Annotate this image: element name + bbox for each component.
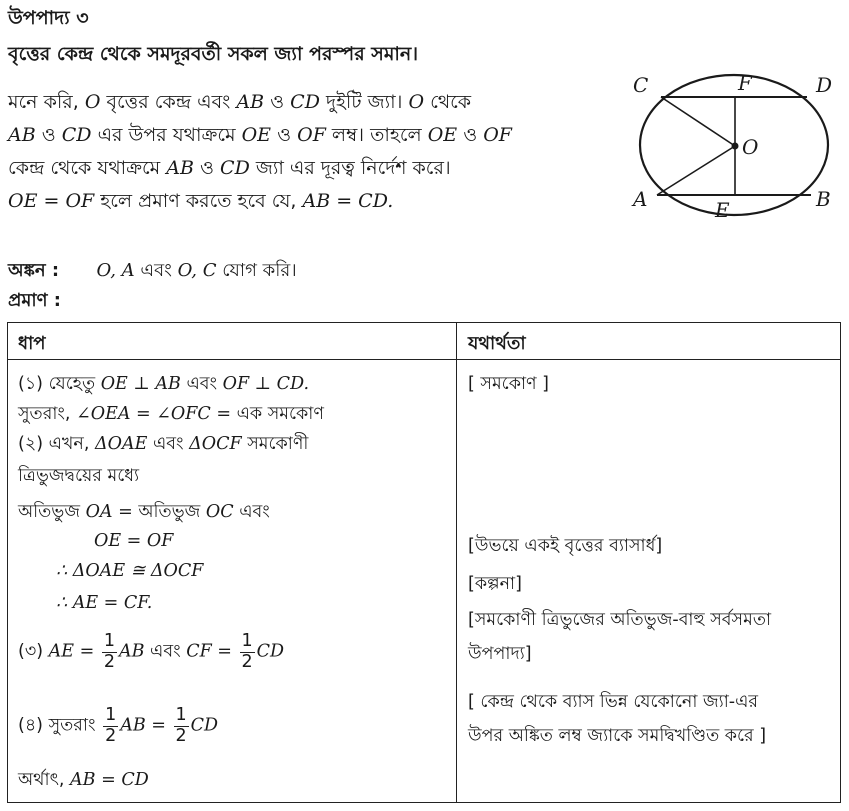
text: এবং	[134, 260, 178, 281]
text: অর্থাৎ,	[18, 770, 71, 790]
step-1a	[18, 371, 309, 400]
text: মনে করি,	[8, 91, 85, 113]
step-2d: OE = OF	[94, 531, 174, 551]
math: OE ⊥ AB	[100, 374, 181, 394]
text: ও	[264, 91, 291, 113]
text: ও	[35, 124, 62, 146]
text: দুইটি জ্যা।	[319, 91, 409, 113]
math: AB	[236, 91, 265, 113]
text: ও	[193, 157, 221, 179]
radius-oa	[657, 146, 735, 195]
text: (৩)	[18, 641, 49, 662]
reason-2: [উভয়ে একই বৃত্তের ব্যাসার্ধ]	[468, 536, 663, 556]
text: বৃত্তের কেন্দ্র এবং	[100, 91, 237, 113]
steps-column-header: ধাপ	[18, 333, 46, 354]
math: CD	[190, 715, 219, 736]
math: O	[84, 91, 101, 113]
step-2f: ∴ AE = CF.	[56, 593, 153, 613]
step-3	[18, 633, 284, 671]
numerator: 1	[105, 705, 117, 725]
text: জ্যা এর দূরত্ব নির্দেশ করে।	[249, 157, 451, 179]
description-line-1	[8, 86, 598, 119]
math: OF	[297, 124, 326, 146]
column-divider	[456, 323, 457, 802]
label-f: F	[738, 71, 752, 95]
math: ΔOCF	[189, 434, 242, 454]
text: থেকে	[424, 91, 472, 113]
math: O	[408, 91, 425, 113]
reason-4a: [সমকোণী ত্রিভুজের অতিভুজ-বাহু সর্বসমতা	[468, 610, 772, 630]
text: এক সমকোণ	[231, 404, 324, 424]
fraction	[174, 707, 189, 745]
math: OE = OF	[8, 190, 95, 212]
reason-4b: উপপাদ্য]	[468, 644, 532, 664]
construction-line	[8, 256, 297, 287]
fraction	[102, 633, 117, 671]
reason-1: [ সমকোণ ]	[468, 374, 549, 394]
math: OE	[241, 124, 272, 146]
description-line-4	[8, 185, 598, 218]
denominator: 2	[103, 651, 115, 672]
text: এবং	[147, 434, 190, 454]
step-4	[18, 707, 218, 745]
text: এবং	[233, 502, 270, 522]
text: অতিভুজ	[132, 502, 206, 522]
label-e: E	[715, 198, 730, 220]
proof-label: প্রমাণ :	[8, 290, 61, 311]
text: এবং	[144, 641, 187, 662]
denominator: 2	[105, 725, 117, 746]
label-b: B	[816, 187, 831, 211]
label-o: O	[742, 135, 759, 159]
math: AB = CD.	[302, 190, 394, 212]
math: O, C	[177, 260, 217, 281]
text: লম্ব। তাহলে	[325, 124, 428, 146]
math: CD	[290, 91, 320, 113]
description-paragraph	[8, 86, 598, 218]
math: AB = CD	[70, 770, 149, 790]
theorem-title: উপপাদ্য ৩	[8, 7, 89, 29]
numerator: 1	[175, 705, 187, 725]
math: CF =	[186, 641, 232, 662]
text: এবং	[180, 374, 223, 394]
math: OF ⊥ CD.	[222, 374, 310, 394]
text: (৪) সুতরাং	[18, 715, 102, 736]
step-2c	[18, 499, 270, 528]
text: অতিভুজ	[18, 502, 86, 522]
text: (১) যেহেতু	[18, 374, 101, 394]
step-1b	[18, 401, 324, 430]
description-line-2	[8, 119, 598, 152]
text: এর উপর যথাক্রমে	[91, 124, 242, 146]
text: কেন্দ্র থেকে যথাক্রমে	[8, 157, 167, 179]
numerator: 1	[241, 631, 253, 651]
label-a: A	[633, 187, 648, 211]
numerator: 1	[103, 631, 115, 651]
text: হলে প্রমাণ করতে হবে যে,	[94, 190, 303, 212]
denominator: 2	[175, 725, 187, 746]
text: ও	[271, 124, 298, 146]
step-2b: ত্রিভুজদ্বয়ের মধ্যে	[18, 466, 140, 486]
math: CD	[61, 124, 92, 146]
math: OA =	[85, 502, 133, 522]
reasons-column-header: যথার্থতা	[468, 333, 526, 354]
step-2a	[18, 431, 308, 460]
fraction	[240, 633, 255, 671]
label-c: C	[633, 73, 649, 97]
text: ও	[457, 124, 484, 146]
text: যোগ করি।	[216, 260, 297, 281]
denominator: 2	[241, 651, 253, 672]
text: সুতরাং,	[18, 404, 77, 424]
label-d: D	[816, 73, 833, 97]
step-5	[18, 767, 149, 796]
math: O, A	[96, 260, 135, 281]
description-line-3	[8, 152, 598, 185]
step-2e: ∴ ΔOAE ≅ ΔOCF	[56, 561, 204, 581]
math: AB =	[120, 715, 166, 736]
text: সমকোণী	[241, 434, 309, 454]
math: CD	[220, 157, 250, 179]
math: ∠OEA = ∠OFC =	[76, 404, 232, 424]
text: (২) এখন,	[18, 434, 95, 454]
math: ΔOAE	[94, 434, 148, 454]
theorem-statement: বৃত্তের কেন্দ্র থেকে সমদূরবর্তী সকল জ্যা পরস্পর সমান।	[8, 43, 419, 65]
reason-5b: উপর অঙ্কিত লম্ব জ্যাকে সমদ্বিখণ্ডিত করে ]	[468, 726, 767, 746]
math: AE =	[48, 641, 95, 662]
math: AB	[166, 157, 194, 179]
math: OC	[205, 502, 234, 522]
center-point	[732, 143, 739, 150]
fraction	[103, 707, 118, 745]
math: AB	[8, 124, 36, 146]
radius-oc	[661, 97, 735, 146]
math: OF	[483, 124, 512, 146]
reason-5a: [ কেন্দ্র থেকে ব্যাস ভিন্ন যেকোনো জ্যা-এর	[468, 692, 759, 712]
header-divider	[8, 359, 840, 360]
math: OE	[427, 124, 458, 146]
circle-chord-diagram	[628, 70, 838, 220]
reason-3: [কল্পনা]	[468, 574, 522, 594]
proof-table	[7, 322, 841, 803]
math: CD	[256, 641, 285, 662]
construction-label: অঙ্কন :	[8, 260, 60, 281]
math: AB	[118, 641, 145, 662]
